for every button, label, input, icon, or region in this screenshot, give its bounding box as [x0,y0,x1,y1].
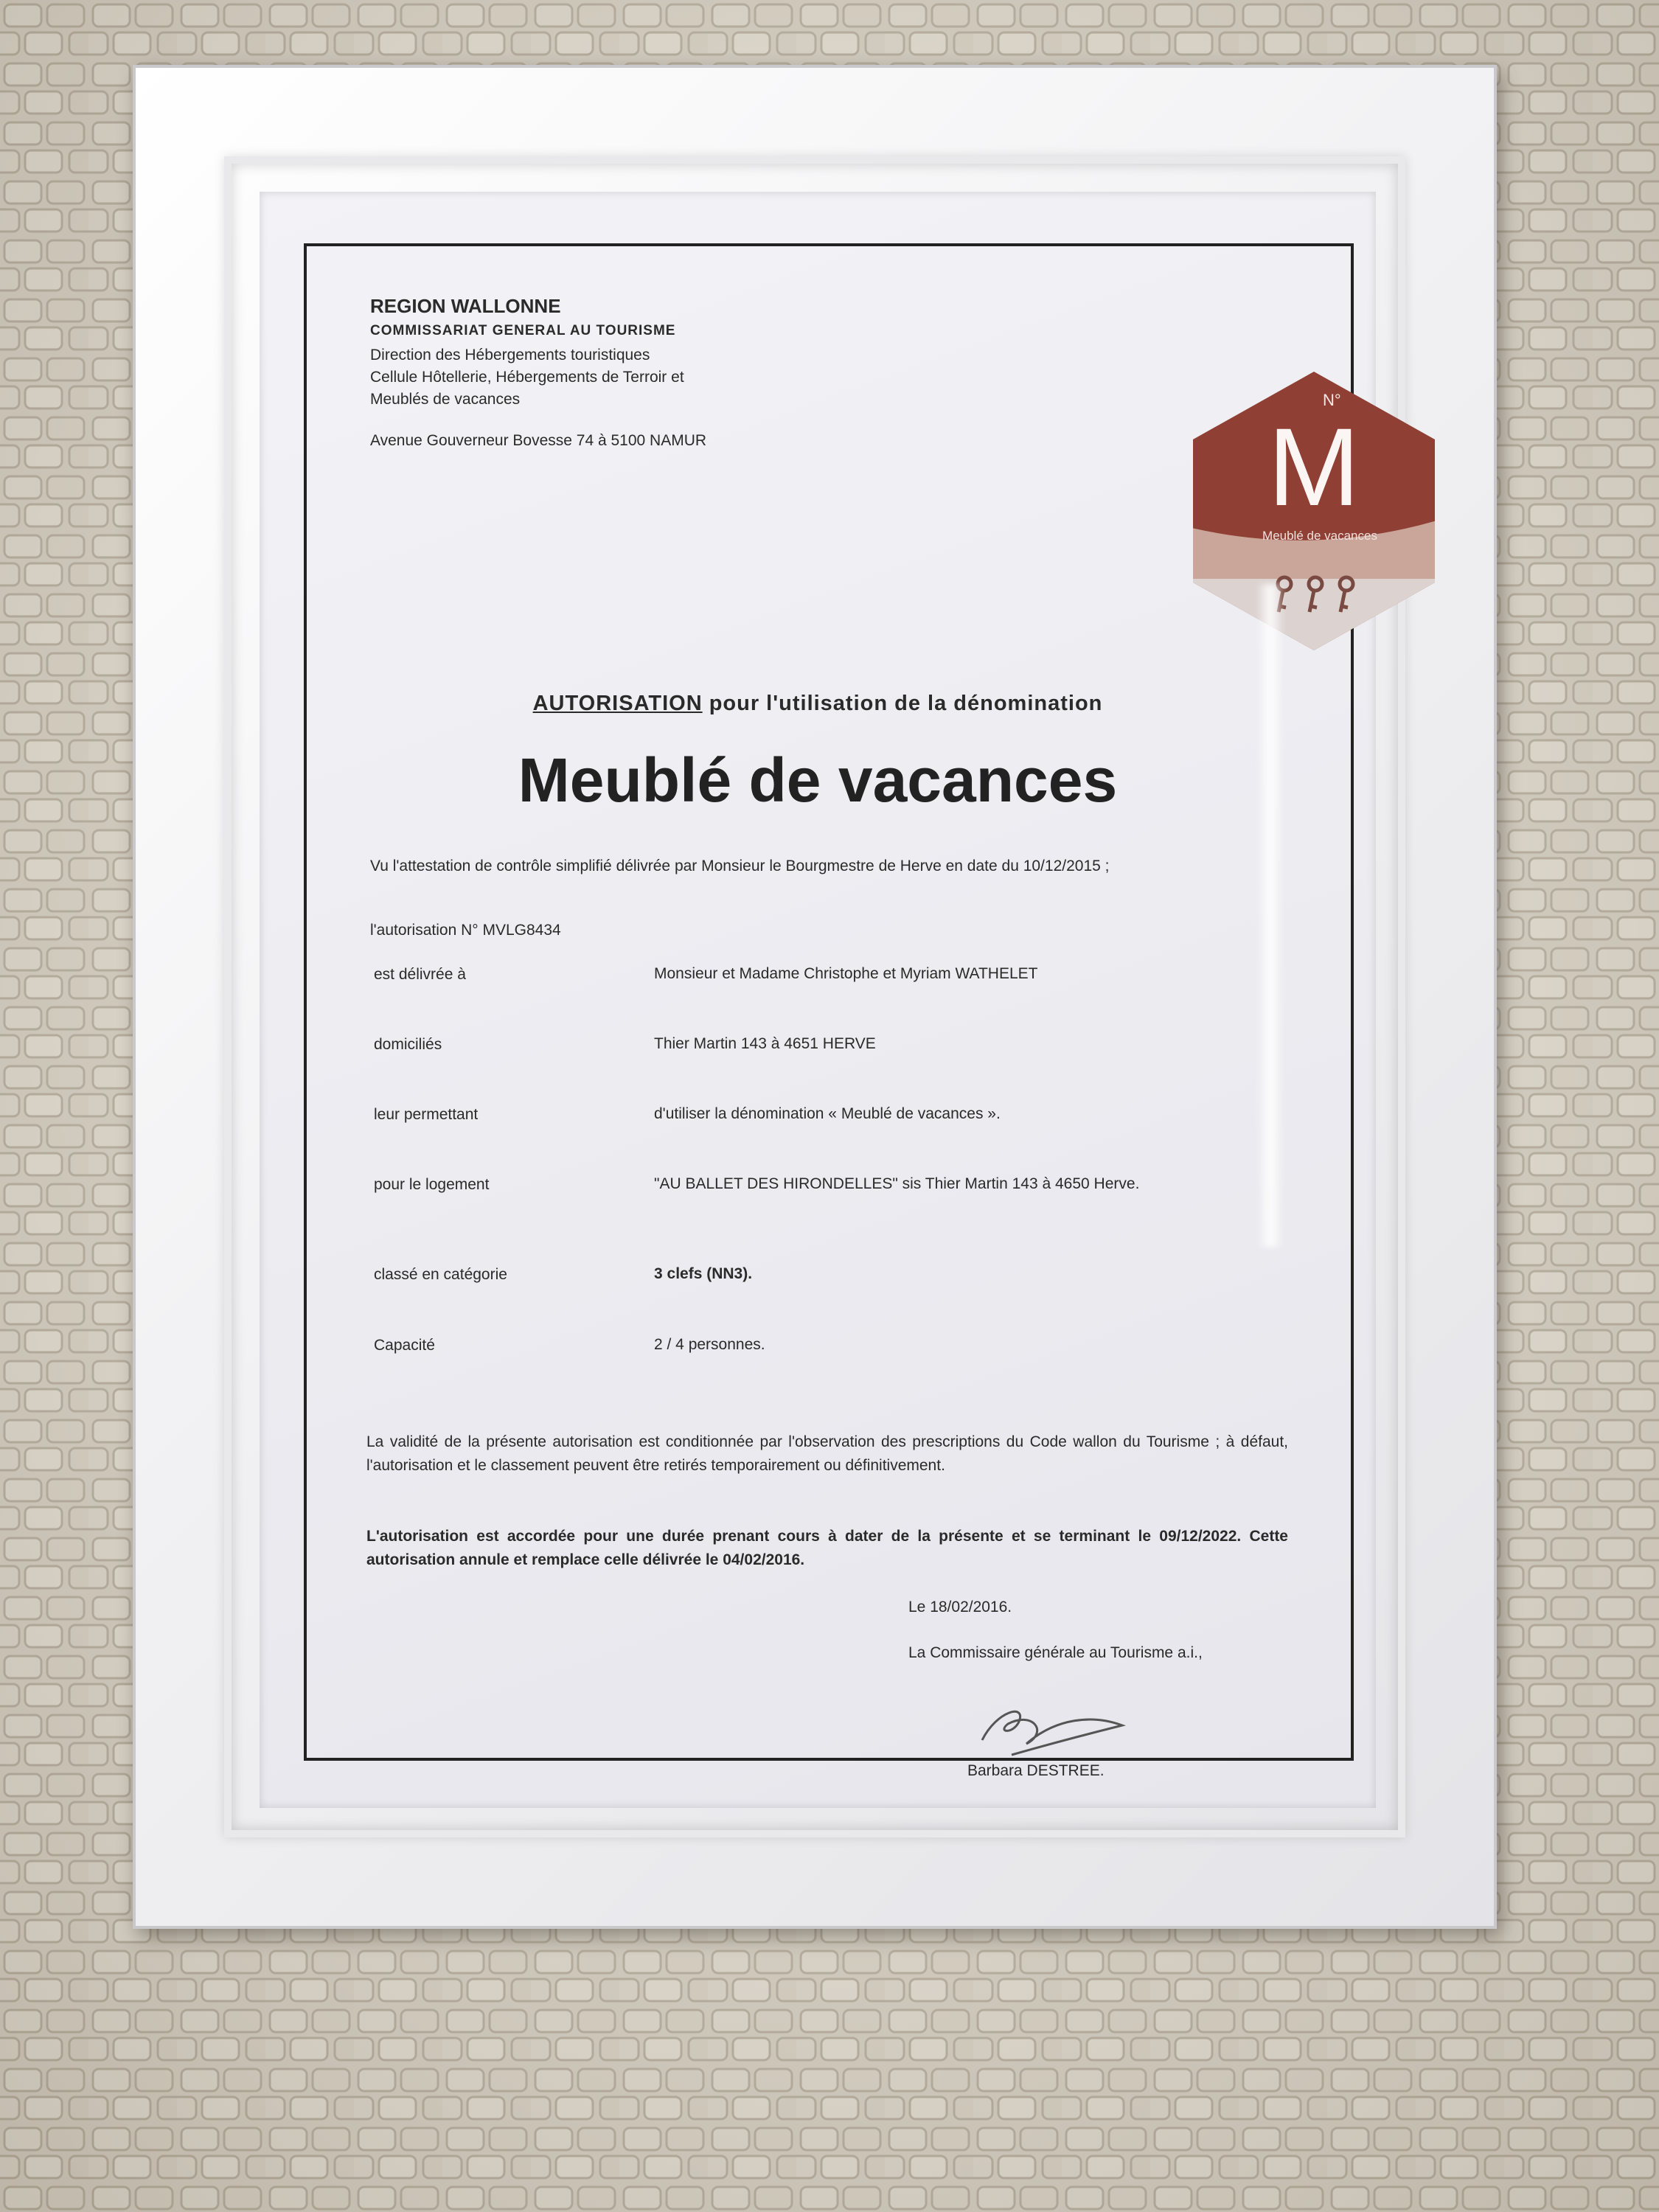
detail-value-domicile: Thier Martin 143 à 4651 HERVE [654,1035,876,1052]
authorization-number: l'autorisation N° MVLG8434 [370,922,561,939]
detail-label-category: classé en catégorie [374,1266,507,1283]
detail-label-capacity: Capacité [374,1337,435,1354]
detail-value-capacity: 2 / 4 personnes. [654,1336,765,1353]
white-picture-frame [133,65,1497,1929]
authorization-heading [260,692,1376,716]
signatory-title: La Commissaire générale au Tourisme a.i., [908,1644,1203,1661]
department-name: COMMISSARIAT GENERAL AU TOURISME [370,323,676,338]
cell-name-line1: Cellule Hôtellerie, Hébergements de Terroir et [370,369,684,386]
organization-address: Avenue Gouverneur Bovesse 74 à 5100 NAMUR [370,432,707,449]
detail-value-issued-to: Monsieur et Madame Christophe et Myriam WATHELET [654,965,1038,982]
validity-paragraph: La validité de la présente autorisation est conditionnée par l'observation des prescriptions du Code wallon du Tourisme ; à défaut, l'autorisation et le classement peuvent être retirés temporairement ou définitivement. [366,1433,1288,1474]
detail-value-category: 3 clefs (NN3). [654,1265,753,1282]
certificate-document [260,192,1376,1808]
detail-label-domicile: domiciliés [374,1036,442,1053]
detail-value-lodging: "AU BALLET DES HIRONDELLES" sis Thier Martin 143 à 4650 Herve. [654,1175,1140,1192]
organization-name: REGION WALLONNE [370,295,561,317]
badge-top-mark: N° [1323,391,1341,409]
duration-paragraph: L'autorisation est accordée pour une durée prenant cours à dater de la présente et se terminant le 09/12/2022. Cette autorisation annule et remplace celle délivrée le 04/02/2016. [366,1528,1288,1568]
handwritten-signature [967,1688,1144,1770]
issue-date: Le 18/02/2016. [908,1599,1012,1615]
preamble-paragraph: Vu l'attestation de contrôle simplifié délivrée par Monsieur le Bourgmestre de Herve en date du 10/12/2015 ; [370,858,1110,874]
cell-name-line2: Meublés de vacances [370,391,521,408]
glass-reflection [1256,584,1284,1248]
detail-label-issued-to: est délivrée à [374,966,466,983]
signatory-name: Barbara DESTREE. [967,1762,1105,1779]
authorization-word: AUTORISATION [532,692,703,715]
meuble-de-vacances-badge [1189,369,1439,653]
direction-name: Direction des Hébergements touristiques [370,347,650,364]
detail-label-lodging: pour le logement [374,1176,490,1193]
detail-value-permission: d'utiliser la dénomination « Meublé de vacances ». [654,1105,1001,1122]
authorization-heading-rest: pour l'utilisation de la dénomination [702,692,1103,715]
document-title: Meublé de vacances [518,745,1118,815]
badge-letter: M [1267,405,1360,529]
badge-subtitle: Meublé de vacances [1262,529,1377,543]
detail-label-permission: leur permettant [374,1106,479,1123]
